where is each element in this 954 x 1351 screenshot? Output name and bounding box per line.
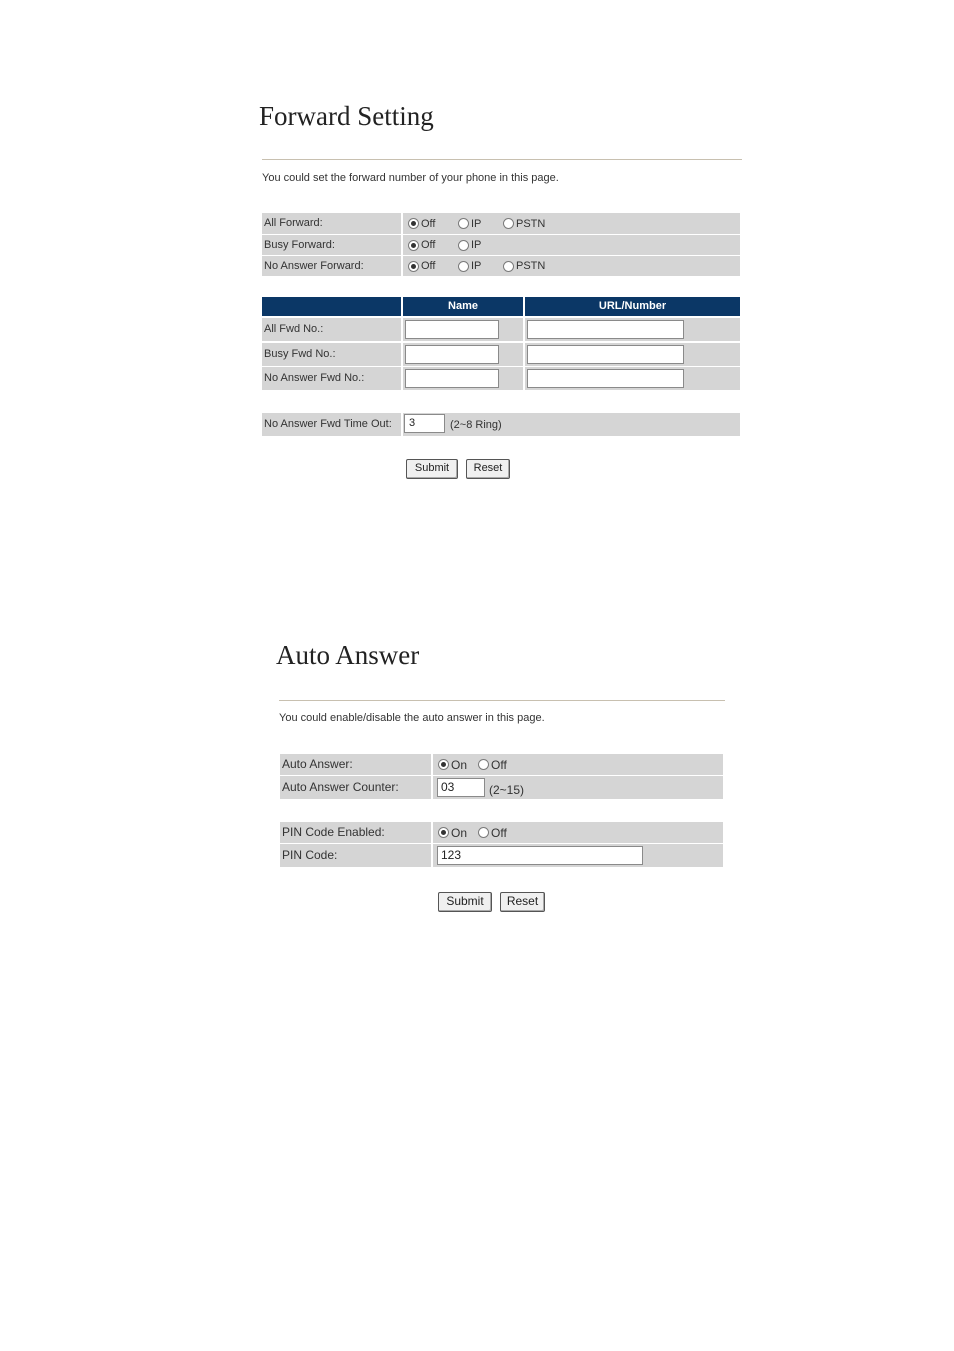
- timeout-hint: (2~8 Ring): [450, 419, 502, 431]
- auto-answer-divider: [279, 700, 725, 701]
- all-forward-pstn-radio[interactable]: PSTN: [503, 213, 545, 234]
- auto-answer-off-radio[interactable]: Off: [478, 754, 507, 775]
- radio-unselected-icon: [458, 240, 469, 251]
- all-fwd-url-input[interactable]: [527, 320, 684, 339]
- all-forward-options: [403, 213, 740, 234]
- auto-answer-description: You could enable/disable the auto answer in this page.: [279, 712, 545, 724]
- no-answer-fwd-name-input[interactable]: [405, 369, 499, 388]
- timeout-label: No Answer Fwd Time Out:: [262, 413, 401, 436]
- no-answer-forward-pstn-radio[interactable]: PSTN: [503, 256, 545, 276]
- all-forward-ip-radio[interactable]: IP: [458, 213, 481, 234]
- busy-forward-options: [403, 235, 740, 255]
- radio-selected-icon: [408, 218, 419, 229]
- forward-submit-button[interactable]: Submit: [406, 459, 458, 479]
- radio-selected-icon: [438, 759, 449, 770]
- busy-fwd-no-label: Busy Fwd No.:: [262, 343, 401, 366]
- table-header-name: Name: [403, 297, 523, 316]
- forward-divider: [262, 159, 742, 160]
- radio-unselected-icon: [478, 759, 489, 770]
- all-fwd-name-input[interactable]: [405, 320, 499, 339]
- no-answer-forward-off-radio[interactable]: Off: [408, 256, 435, 276]
- no-answer-forward-ip-radio[interactable]: IP: [458, 256, 481, 276]
- radio-selected-icon: [408, 261, 419, 272]
- all-forward-label: All Forward:: [262, 213, 401, 234]
- radio-unselected-icon: [478, 827, 489, 838]
- forward-description: You could set the forward number of your phone in this page.: [262, 172, 559, 184]
- radio-unselected-icon: [458, 261, 469, 272]
- auto-answer-label: Auto Answer:: [280, 754, 431, 775]
- busy-forward-off-radio[interactable]: Off: [408, 235, 435, 255]
- no-answer-fwd-url-input[interactable]: [527, 369, 684, 388]
- auto-answer-options: [433, 754, 723, 775]
- auto-answer-submit-button[interactable]: Submit: [438, 892, 492, 912]
- pin-code-input[interactable]: 123: [437, 846, 643, 865]
- table-header-url: URL/Number: [525, 297, 740, 316]
- busy-fwd-url-input[interactable]: [527, 345, 684, 364]
- all-forward-off-radio[interactable]: Off: [408, 213, 435, 234]
- pin-enabled-label: PIN Code Enabled:: [280, 822, 431, 843]
- radio-unselected-icon: [503, 261, 514, 272]
- busy-fwd-name-input[interactable]: [405, 345, 499, 364]
- pin-enabled-on-radio[interactable]: On: [438, 822, 467, 843]
- no-answer-forward-label: No Answer Forward:: [262, 256, 401, 276]
- radio-unselected-icon: [458, 218, 469, 229]
- radio-selected-icon: [438, 827, 449, 838]
- radio-unselected-icon: [503, 218, 514, 229]
- auto-answer-reset-button[interactable]: Reset: [500, 892, 545, 912]
- auto-answer-title: Auto Answer: [276, 640, 420, 670]
- timeout-input[interactable]: 3: [404, 414, 445, 433]
- pin-enabled-off-radio[interactable]: Off: [478, 822, 507, 843]
- table-header-blank: [262, 297, 401, 316]
- forward-title: Forward Setting: [259, 101, 434, 131]
- no-answer-forward-options: [403, 256, 740, 276]
- all-fwd-no-label: All Fwd No.:: [262, 318, 401, 341]
- auto-answer-on-radio[interactable]: On: [438, 754, 467, 775]
- no-answer-fwd-no-label: No Answer Fwd No.:: [262, 367, 401, 390]
- auto-answer-counter-hint: (2~15): [489, 783, 525, 797]
- pin-code-label: PIN Code:: [280, 844, 431, 867]
- auto-answer-counter-input[interactable]: 03: [437, 778, 485, 797]
- busy-forward-label: Busy Forward:: [262, 235, 401, 255]
- forward-reset-button[interactable]: Reset: [466, 459, 510, 479]
- busy-forward-ip-radio[interactable]: IP: [458, 235, 481, 255]
- pin-enabled-options: [433, 822, 723, 843]
- radio-selected-icon: [408, 240, 419, 251]
- auto-answer-counter-label: Auto Answer Counter:: [280, 776, 431, 799]
